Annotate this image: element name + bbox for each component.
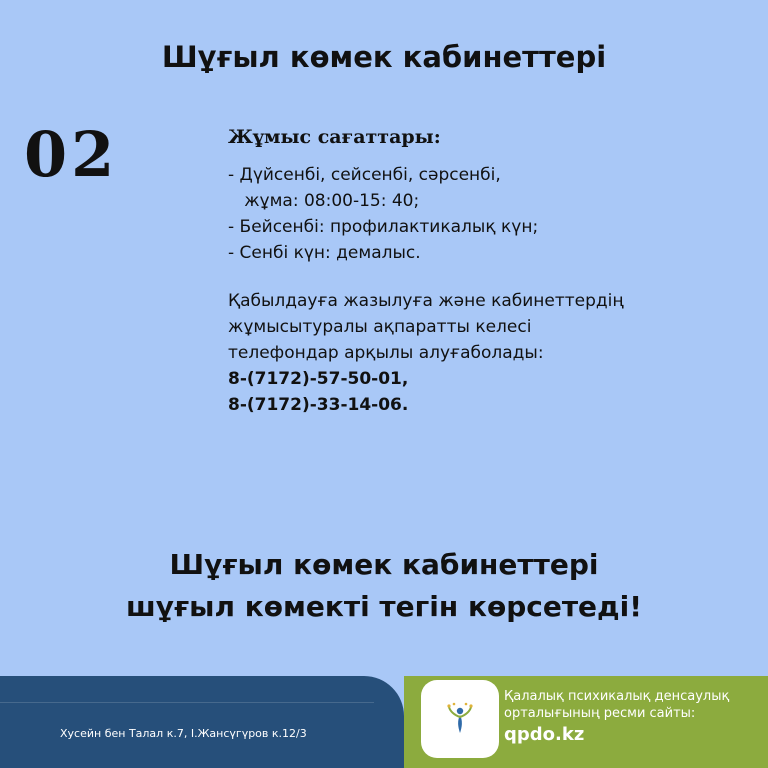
working-hours-title: Жұмыс сағаттары: (228, 126, 441, 148)
spacer (228, 266, 728, 288)
section-number: 02 (24, 118, 119, 191)
hours-line: жұма: 08:00-15: 40; (228, 191, 420, 211)
website-link[interactable]: qpdo.kz (504, 724, 585, 745)
page-title: Шұғыл көмек кабинеттері (161, 40, 607, 74)
hours-line: - Сенбі күн: демалыс. (228, 243, 421, 263)
hours-line: - Дүйсенбі, сейсенбі, сәрсенбі, (228, 165, 501, 185)
website-label: Қалалық психикалық денсаулық орталығының ресми сайты: (504, 689, 730, 721)
contact-line: Қабылдауға жазылуға және кабинеттердің (228, 291, 624, 311)
address-text: Хусейн бен Талал к.7, І.Жансүгүров к.12/3 (60, 727, 307, 740)
contact-line: жұмысытуралы ақпаратты келесі (228, 317, 532, 337)
footer-address-panel (0, 676, 404, 768)
phone-number: 8-(7172)-57-50-01, (228, 369, 409, 389)
slogan (0, 544, 768, 628)
info-block (228, 126, 728, 418)
phone-number: 8-(7172)-33-14-06. (228, 395, 409, 415)
logo-figure-icon (440, 699, 480, 739)
hours-line: - Бейсенбі: профилактикалық күн; (228, 217, 539, 237)
slogan-line: Шұғыл көмек кабинеттері (169, 548, 599, 581)
mental-health-center-logo-icon (421, 680, 499, 758)
slogan-line: шұғыл көмекті тегін көрсетеді! (125, 590, 643, 623)
contact-line: телефондар арқылы алуғаболады: (228, 343, 544, 363)
